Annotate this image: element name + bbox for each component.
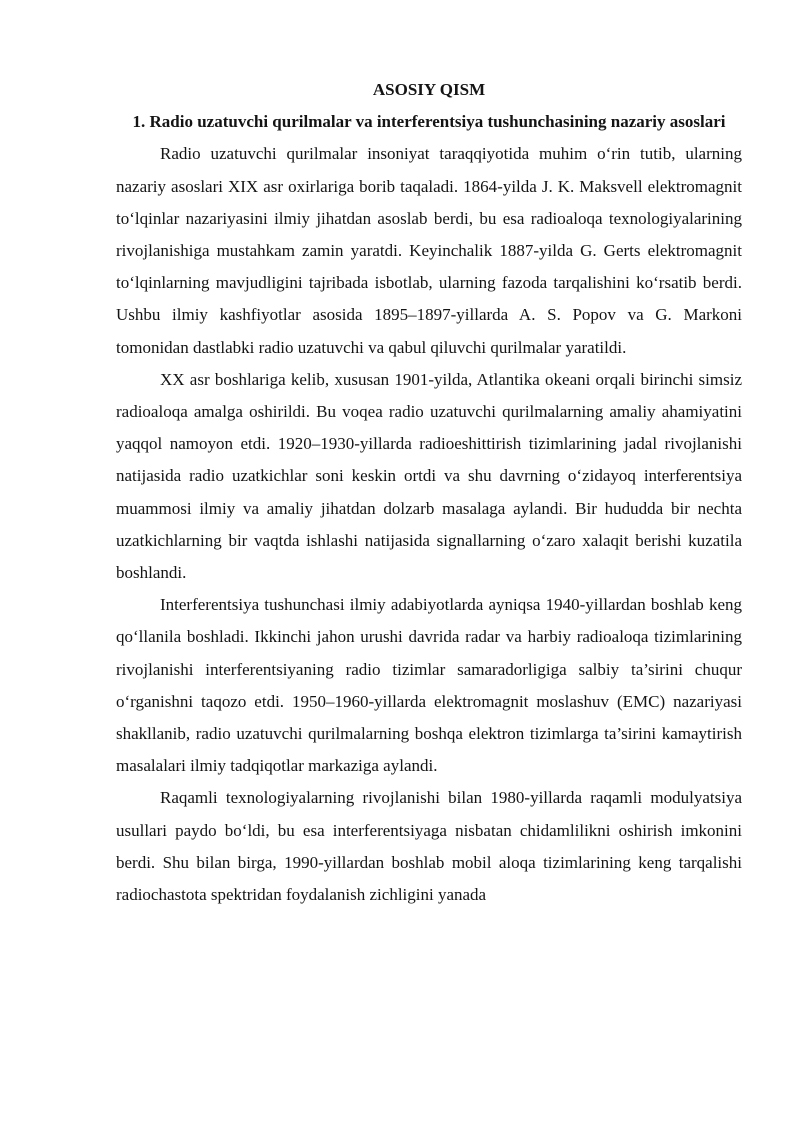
page-body — [116, 74, 742, 911]
paragraph: Radio uzatuvchi qurilmalar insoniyat taraqqiyotida muhim o‘rin tutib, ularning nazariy asoslari XIX asr oxirlariga borib taqaladi. 1864-yilda J. K. Maksvell elektromagnit to‘lqinlar nazariyasini ilmiy jihatdan asoslab berdi, bu esa radioaloqa texnologiyalarining rivojlanishiga mustahkam zamin yaratdi. Keyinchalik 1887-yilda G. Gerts elektromagnit to‘lqinlarning mavjudligini tajribada isbotlab, ularning fazoda tarqalishini ko‘rsatib berdi. Ushbu ilmiy kashfiyotlar asosida 1895–1897-yillarda A. S. Popov va G. Markoni tomonidan dastlabki radio uzatuvchi va qabul qiluvchi qurilmalar yaratildi. — [116, 144, 742, 357]
paragraph: Raqamli texnologiyalarning rivojlanishi bilan 1980-yillarda raqamli modulyatsiya usullari paydo bo‘ldi, bu esa interferentsiyaga nisbatan chidamlilikni oshirish imkonini berdi. Shu bilan birga, 1990-yillardan boshlab mobil aloqa tizimlarining keng tarqalishi radiochastota spektridan foydalanish zichligini yanada — [116, 788, 742, 905]
section-title: ASOSIY QISM — [372, 80, 486, 99]
paragraph: Interferentsiya tushunchasi ilmiy adabiyotlarda ayniqsa 1940-yillardan boshlab keng qo‘llanila boshladi. Ikkinchi jahon urushi davrida radar va harbiy radioaloqa tizimlarining rivojlanishi interferentsiyaning radio tizimlar samaradorligiga salbiy ta’sirini chuqur o‘rganishni taqozo etdi. 1950–1960-yillarda elektromagnit moslashuv (EMC) nazariyasi shakllanib, radio uzatuvchi qurilmalarning boshqa elektron tizimlarga ta’sirini kamaytirish masalalari ilmiy tadqiqotlar markaziga aylandi. — [116, 595, 742, 776]
paragraph: XX asr boshlariga kelib, xususan 1901-yilda, Atlantika okeani orqali birinchi simsiz radioaloqa amalga oshirildi. Bu voqea radio uzatuvchi qurilmalarning amaliy ahamiyatini yaqqol namoyon etdi. 1920–1930-yillarda radioeshittirish tizimlarining jadal rivojlanishi natijasida radio uzatkichlar soni keskin ortdi va shu davrning o‘zidayoq interferentsiya muammosi ilmiy va amaliy jihatdan dolzarb masalaga aylandi. Bir hududda bir nechta uzatkichlarning bir vaqtda ishlashi natijasida signallarning o‘zaro xalaqit berishi kuzatila boshlandi. — [116, 369, 742, 583]
chapter-title: 1. Radio uzatuvchi qurilmalar va interferentsiya tushunchasining nazariy asoslari — [132, 112, 726, 132]
